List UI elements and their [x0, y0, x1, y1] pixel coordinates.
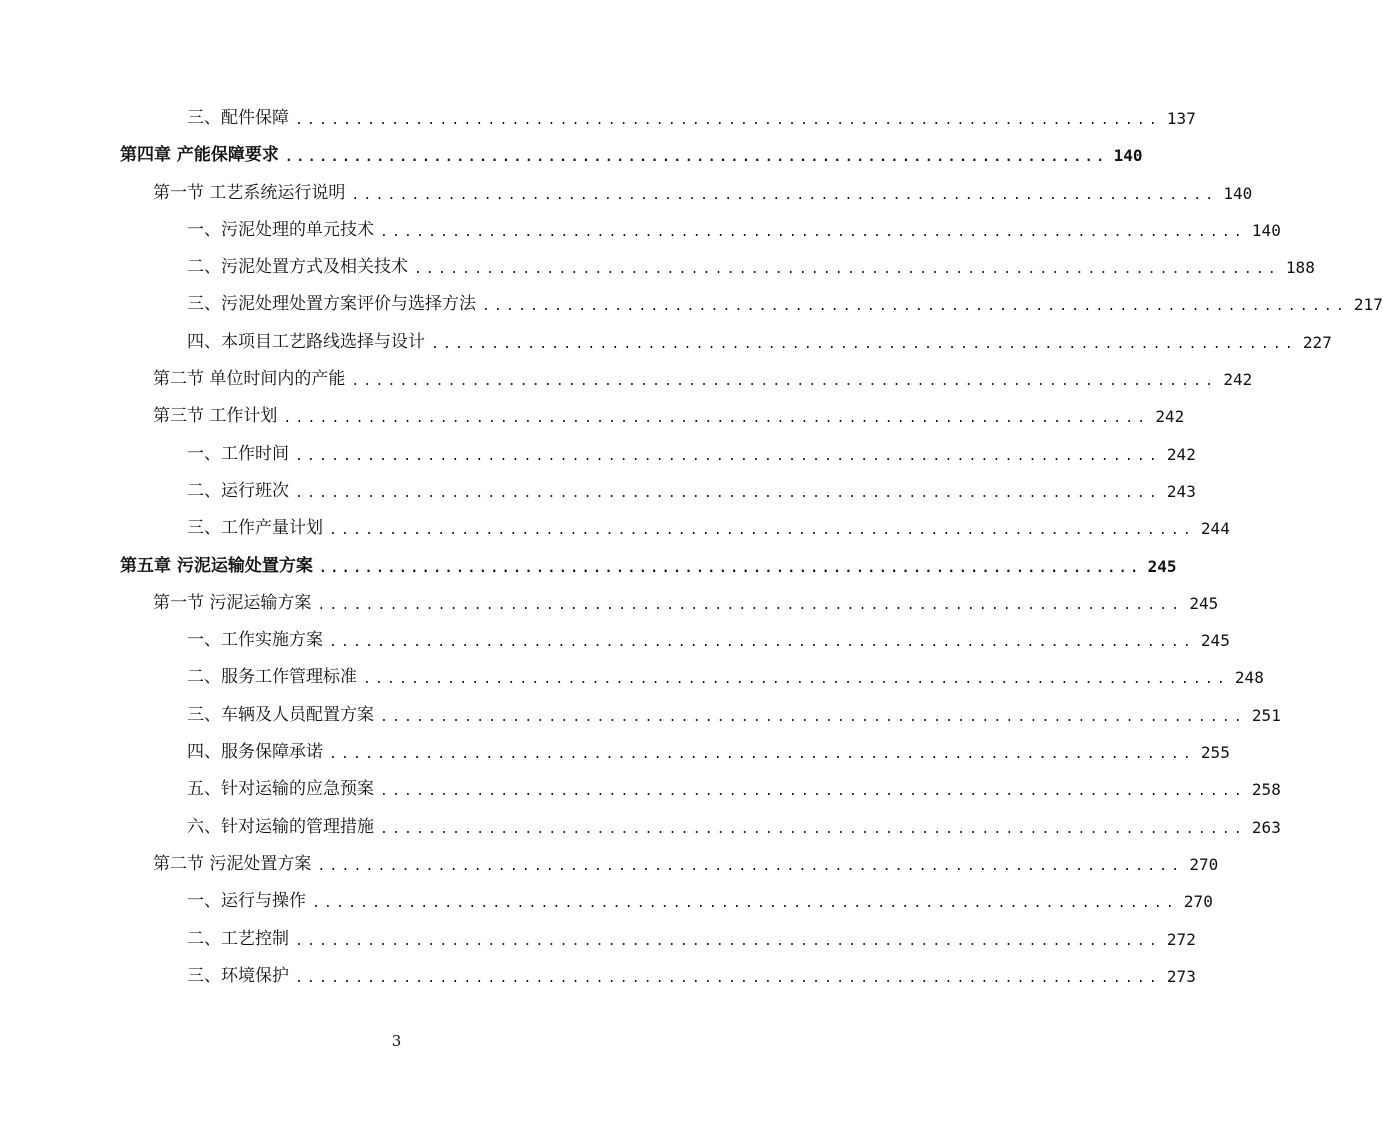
- toc-entry[interactable]: [0, 771, 1281, 808]
- toc-dot-leader: ........................................................................: [380, 821, 1246, 837]
- toc-entry-page: 140: [1251, 220, 1281, 240]
- toc-entry-title: 第一节 污泥运输方案: [153, 592, 312, 613]
- toc-entry[interactable]: [0, 436, 1196, 473]
- toc-entry-section[interactable]: [0, 398, 1185, 435]
- table-of-contents: [0, 100, 1383, 995]
- toc-entry-page: 140: [1113, 146, 1143, 166]
- toc-dot-leader: ........................................................................: [380, 224, 1246, 240]
- toc-dot-leader: ........................................................................: [295, 933, 1161, 949]
- toc-entry-title: 第五章 污泥运输处置方案: [120, 555, 313, 576]
- toc-entry-title: 第一节 工艺系统运行说明: [153, 182, 346, 203]
- toc-entry-page: 263: [1251, 817, 1281, 837]
- toc-entry-page: 251: [1251, 705, 1281, 725]
- toc-entry-chapter[interactable]: [0, 548, 1177, 585]
- toc-entry[interactable]: [0, 734, 1230, 771]
- toc-dot-leader: ........................................................................: [431, 336, 1297, 352]
- toc-dot-leader: ........................................................................: [380, 784, 1246, 800]
- toc-entry[interactable]: [0, 212, 1281, 249]
- toc-entry-page: 242: [1166, 444, 1196, 464]
- toc-entry-section[interactable]: [0, 175, 1253, 212]
- toc-entry-title: 二、工艺控制: [187, 928, 289, 949]
- toc-entry-page: 244: [1200, 519, 1230, 539]
- toc-entry-section[interactable]: [0, 846, 1219, 883]
- toc-entry-title: 二、服务工作管理标准: [187, 667, 357, 688]
- toc-entry[interactable]: [0, 286, 1383, 323]
- toc-entry-title: 一、运行与操作: [187, 891, 306, 912]
- toc-entry[interactable]: [0, 659, 1264, 696]
- toc-entry-title: 一、工作时间: [187, 443, 289, 464]
- toc-dot-leader: ........................................................................: [295, 485, 1161, 501]
- toc-entry[interactable]: [0, 697, 1281, 734]
- toc-entry-page: 227: [1302, 332, 1332, 352]
- toc-entry-page: 245: [1200, 631, 1230, 651]
- toc-entry-title: 二、运行班次: [187, 480, 289, 501]
- toc-dot-leader: ........................................................................: [295, 448, 1161, 464]
- toc-dot-leader: ........................................................................: [380, 709, 1246, 725]
- toc-dot-leader: ........................................................................: [482, 299, 1348, 315]
- toc-entry-title: 三、污泥处理处置方案评价与选择方法: [187, 294, 476, 315]
- toc-entry-page: 273: [1166, 966, 1196, 986]
- toc-entry-title: 二、污泥处置方式及相关技术: [187, 257, 408, 278]
- toc-entry-section[interactable]: [0, 361, 1253, 398]
- toc-entry-page: 258: [1251, 780, 1281, 800]
- toc-entry-title: 第三节 工作计划: [153, 406, 278, 427]
- toc-entry-title: 第二节 污泥处置方案: [153, 853, 312, 874]
- toc-entry[interactable]: [0, 249, 1315, 286]
- toc-entry[interactable]: [0, 473, 1196, 510]
- toc-entry[interactable]: [0, 622, 1230, 659]
- toc-entry-title: 四、本项目工艺路线选择与设计: [187, 331, 425, 352]
- toc-dot-leader: ........................................................................: [363, 672, 1229, 688]
- toc-entry[interactable]: [0, 958, 1196, 995]
- toc-dot-leader: ........................................................................: [317, 858, 1184, 874]
- toc-entry-title: 五、针对运输的应急预案: [187, 779, 374, 800]
- toc-dot-leader: ........................................................................: [283, 411, 1150, 427]
- toc-entry-title: 三、工作产量计划: [187, 518, 323, 539]
- toc-dot-leader: ........................................................................: [312, 896, 1178, 912]
- toc-dot-leader: ........................................................................: [351, 187, 1218, 203]
- toc-entry-page: 255: [1200, 743, 1230, 763]
- toc-entry[interactable]: [0, 324, 1332, 361]
- toc-entry-page: 272: [1166, 929, 1196, 949]
- toc-entry-page: 270: [1183, 892, 1213, 912]
- toc-entry-title: 第二节 单位时间内的产能: [153, 369, 346, 390]
- toc-dot-leader: ........................................................................: [284, 150, 1108, 166]
- toc-dot-leader: ........................................................................: [329, 747, 1195, 763]
- toc-entry-page: 137: [1166, 109, 1196, 128]
- toc-dot-leader: ........................................................................: [295, 113, 1161, 128]
- toc-entry-title: 一、污泥处理的单元技术: [187, 219, 374, 240]
- toc-entry-page: 245: [1189, 593, 1219, 613]
- toc-dot-leader: ........................................................................: [351, 374, 1218, 390]
- toc-entry-title: 第四章 产能保障要求: [120, 145, 279, 166]
- toc-dot-leader: ........................................................................: [329, 635, 1195, 651]
- toc-entry-title: 三、配件保障: [187, 108, 289, 128]
- toc-dot-leader: ........................................................................: [317, 597, 1184, 613]
- toc-entry[interactable]: [0, 921, 1196, 958]
- toc-entry-page: 217: [1353, 295, 1383, 315]
- page-number: 3: [391, 1032, 402, 1050]
- toc-entry-title: 三、车辆及人员配置方案: [187, 704, 374, 725]
- toc-entry-page: 245: [1147, 556, 1177, 576]
- toc-entry[interactable]: [0, 883, 1213, 920]
- toc-entry-page: 188: [1285, 258, 1315, 278]
- toc-entry[interactable]: [0, 100, 1196, 137]
- toc-dot-leader: ........................................................................: [318, 560, 1142, 576]
- toc-entry-page: 243: [1166, 481, 1196, 501]
- toc-entry[interactable]: [0, 809, 1281, 846]
- toc-entry-page: 140: [1223, 183, 1253, 203]
- toc-entry-section[interactable]: [0, 585, 1219, 622]
- toc-entry[interactable]: [0, 510, 1230, 547]
- toc-dot-leader: ........................................................................: [414, 262, 1280, 278]
- toc-entry-chapter[interactable]: [0, 137, 1143, 174]
- toc-entry-page: 248: [1234, 668, 1264, 688]
- toc-entry-title: 三、环境保护: [187, 965, 289, 986]
- toc-entry-title: 六、针对运输的管理措施: [187, 816, 374, 837]
- toc-dot-leader: ........................................................................: [295, 970, 1161, 986]
- toc-dot-leader: ........................................................................: [329, 523, 1195, 539]
- toc-entry-title: 一、工作实施方案: [187, 630, 323, 651]
- toc-entry-page: 242: [1223, 370, 1253, 390]
- toc-entry-page: 270: [1189, 854, 1219, 874]
- toc-entry-page: 242: [1155, 407, 1185, 427]
- toc-entry-title: 四、服务保障承诺: [187, 742, 323, 763]
